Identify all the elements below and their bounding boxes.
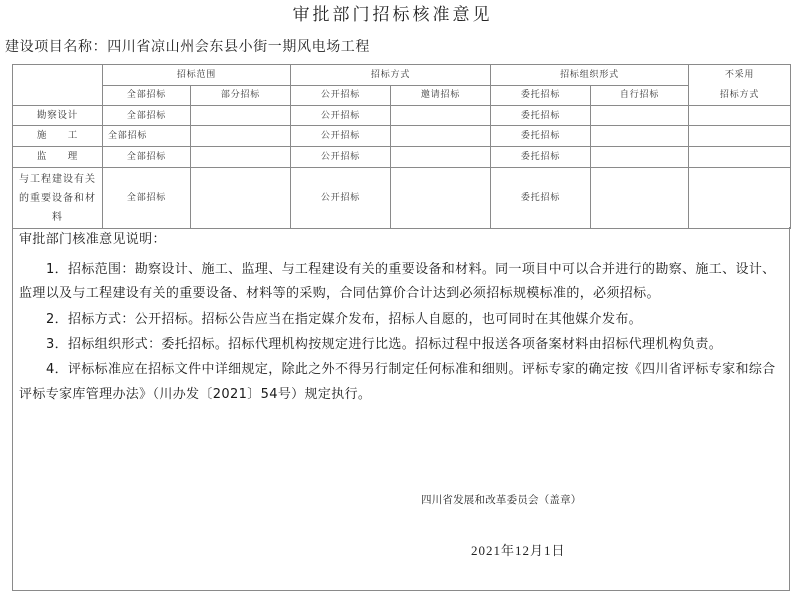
table-row: [13, 126, 791, 147]
cell-scope-partial: [191, 168, 291, 229]
cell-method-invited: [391, 126, 491, 147]
note-item-4-line-1: 4．评标标准应在招标文件中详细规定，除此之外不得另行制定任何标准和细则。评标专家的确定按《四川省评标专家和综合: [46, 362, 776, 377]
row-label-construction: 施 工: [13, 126, 103, 147]
cell-org-entrusted: 委托招标: [491, 106, 591, 126]
header-method: 招标方式: [291, 65, 491, 86]
cell-org-self: [591, 106, 689, 126]
cell-scope-partial: [191, 106, 291, 126]
row-label-equipment-materials: [13, 168, 103, 229]
notes-heading: 审批部门核准意见说明：: [19, 232, 166, 247]
project-name-line: [5, 38, 370, 56]
header-not-used-line1: 不采用: [724, 70, 755, 80]
cell-method-open: 公开招标: [291, 106, 391, 126]
cell-method-open: 公开招标: [291, 126, 391, 147]
row-label-supervision: 监 理: [13, 147, 103, 168]
note-item-2: 2．招标方式：公开招标。招标公告应当在指定媒介发布，招标人自愿的，也可同时在其他媒介发布。: [46, 312, 643, 327]
cell-org-self: [591, 126, 689, 147]
cell-scope-all: 全部招标: [103, 168, 191, 229]
cell-method-invited: [391, 147, 491, 168]
issue-date: 2021年12月1日: [471, 543, 566, 558]
issuer-signature: 四川省发展和改革委员会（盖章）: [421, 494, 582, 506]
approval-notes-box: [12, 227, 790, 591]
cell-method-invited: [391, 106, 491, 126]
header-scope: 招标范围: [103, 65, 291, 86]
table-header-row: [13, 65, 791, 86]
cell-not-used: [689, 106, 791, 126]
cell-org-self: [591, 147, 689, 168]
row-label-survey-design: 勘察设计: [13, 106, 103, 126]
subheader-scope-partial: 部分招标: [191, 85, 291, 106]
project-name-value: 四川省凉山州会东县小街一期风电场工程: [107, 39, 371, 55]
cell-scope-all: 全部招标: [103, 106, 191, 126]
bidding-table: [12, 64, 791, 229]
cell-scope-partial: [191, 126, 291, 147]
table-row: [13, 147, 791, 168]
cell-method-open: 公开招标: [291, 168, 391, 229]
cell-scope-all: 全部招标: [103, 126, 191, 147]
note-item-1-line-2: 监理以及与工程建设有关的重要设备、材料等的采购，合同估算价合计达到必须招标规模标准的，必须招标。: [19, 286, 660, 301]
row-label-equipment-materials-text: 与工程建设有关的重要设备和材料: [19, 173, 96, 223]
header-not-used: [689, 65, 791, 106]
cell-not-used: [689, 147, 791, 168]
cell-not-used: [689, 126, 791, 147]
cell-method-invited: [391, 168, 491, 229]
header-not-used-line2: 招标方式: [719, 90, 760, 100]
table-row: [13, 168, 791, 229]
subheader-method-open: 公开招标: [291, 85, 391, 106]
table-row: [13, 106, 791, 126]
subheader-org-entrusted: 委托招标: [491, 85, 591, 106]
note-item-3: 3．招标组织形式：委托招标。招标代理机构按规定进行比选。招标过程中报送各项备案材料由招标代理机构负责。: [46, 337, 723, 352]
cell-org-entrusted: 委托招标: [491, 147, 591, 168]
document-title: 审批部门招标核准意见: [292, 5, 493, 25]
cell-org-entrusted: 委托招标: [491, 168, 591, 229]
cell-scope-partial: [191, 147, 291, 168]
note-item-4-line-2: 评标专家库管理办法》（川办发〔2021〕54号）规定执行。: [19, 387, 372, 402]
header-organization: 招标组织形式: [491, 65, 689, 86]
subheader-scope-all: 全部招标: [103, 85, 191, 106]
corner-cell: [13, 65, 103, 106]
cell-org-entrusted: 委托招标: [491, 126, 591, 147]
project-name-label: 建设项目名称：: [5, 39, 108, 55]
subheader-org-self: 自行招标: [591, 85, 689, 106]
subheader-method-invited: 邀请招标: [391, 85, 491, 106]
cell-method-open: 公开招标: [291, 147, 391, 168]
cell-scope-all: 全部招标: [103, 147, 191, 168]
note-item-1-line-1: 1．招标范围：勘察设计、施工、监理、与工程建设有关的重要设备和材料。同一项目中可以合并进行的勘察、施工、设计、: [46, 262, 776, 277]
table-subheader-row: [13, 85, 791, 106]
cell-org-self: [591, 168, 689, 229]
cell-not-used: [689, 168, 791, 229]
